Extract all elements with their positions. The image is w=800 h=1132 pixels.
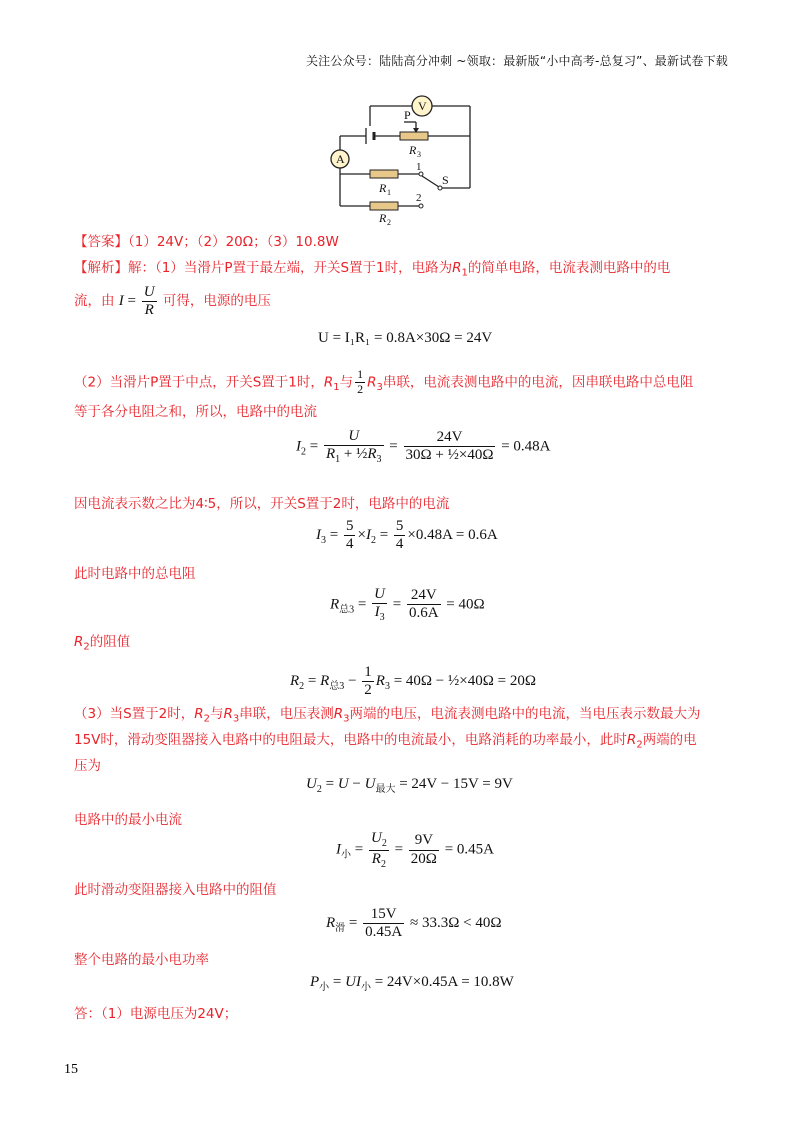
answer-tag: 【答案】 (74, 234, 128, 250)
circuit-diagram (320, 92, 490, 227)
ammeter-label: A (336, 152, 345, 166)
equation-1: U = I₁R₁ = 0.8A×30Ω = 24V (318, 330, 493, 346)
page-header: 关注公众号：陆陆高分冲刺 ~领取：最新版“小中高考-总复习”、最新试卷下载 (305, 54, 728, 68)
ohm-law-formula: I = $\frac{U}{R}$ (118, 284, 155, 319)
equation-2: $I_2$ = $\frac{U}{R_1 + \frac{1}{2}R_3}$ = $\frac{24V}{\text{30Ω + ½×40Ω}}$ = 0.48A (296, 428, 551, 466)
analysis-p9: 整个电路的最小电功率 (74, 952, 209, 968)
analysis-p2-line2: 等于各分电阻之和，所以，电路中的电流 (74, 404, 317, 420)
slider-label: P (404, 108, 411, 122)
switch-label: S (442, 173, 449, 187)
switch-pos2: 2 (416, 192, 422, 204)
switch-pos1: 1 (416, 161, 422, 173)
analysis-p7: 电路中的最小电流 (74, 812, 182, 828)
equation-5: $R_2 = R_{总3}$ − $\frac{1}{2}$ $R_3 = 40\Omega$ − ½×40Ω = 20Ω (290, 664, 536, 699)
analysis-p6-line3: 压为 (74, 758, 101, 774)
analysis-p2-line1: （2）当滑片P置于中点，开关S置于1时，$R_1$与 $\frac{1}{2}$ $R_3$串联，电流表测电路中的电流，因串联电路中总电阻 (74, 367, 694, 396)
r3-label: R (409, 143, 417, 157)
analysis-p3: 因电流表示数之比为4∶5，所以，开关S置于2时，电路中的电流 (74, 496, 450, 512)
page-number: 15 (64, 1062, 78, 1077)
equation-6: $U_2 = U - U_{最大} = 24V - 15V = 9V$ (306, 776, 513, 795)
analysis-p5: $R_2$的阻值 (74, 634, 131, 653)
equation-8: $R_滑$ = $\frac{15V}{0.45A}$ ≈ 33.3Ω < 40Ω (326, 906, 502, 941)
r2-label: R (379, 211, 387, 225)
equation-4: $R_{总3}$ = $\frac{U}{I_3}$ = $\frac{24V}{0.6A}$ = 40Ω (330, 586, 485, 624)
r1-sub: 1 (387, 188, 391, 197)
equation-7: $I_小$ = $\frac{U_2}{R_2}$ = $\frac{9V}{20\Omega}$ = 0.45A (336, 830, 494, 870)
analysis-p1-line1: 【解析】解：（1）当滑片P置于最左端，开关S置于1时，电路为$R_1$的简单电路，电流表测电路中的电 (74, 260, 671, 279)
equation-3: $I_3$ = $\frac{5}{4}$ $\times I_2$ = $\frac{5}{4}$ ×0.48A = 0.6A (316, 518, 498, 553)
analysis-p8: 此时滑动变阻器接入电路中的阻值 (74, 882, 277, 898)
analysis-p1-line2: 流，由 I = $\frac{U}{R}$ 可得，电源的电压 (74, 284, 271, 319)
analysis-p10: 答：（1）电源电压为24V； (74, 1006, 238, 1022)
voltmeter-label: V (418, 99, 427, 113)
analysis-p6-line1: （3）当S置于2时，$R_2$与$R_3$串联，电压表测$R_3$两端的电压，电流表测电路中的电流，当电压表示数最大为 (74, 706, 701, 725)
analysis-p6-line2: 15V时，滑动变阻器接入电路中的电阻最大，电路中的电流最小，电路消耗的功率最小，此时$R_2$两端的电 (74, 732, 697, 751)
analysis-tag: 【解析】 (74, 260, 128, 276)
r2-sub: 2 (387, 218, 391, 227)
equation-9: $P_小 = UI_小 = 24V\times 0.45A = 10.8W$ (310, 974, 514, 993)
analysis-p4: 此时电路中的总电阻 (74, 566, 196, 582)
answer-text: （1）24V；（2）20Ω；（3）10.8W (128, 234, 339, 250)
r1-label: R (379, 181, 387, 195)
answer-line (74, 232, 339, 252)
r3-sub: 3 (417, 150, 421, 159)
